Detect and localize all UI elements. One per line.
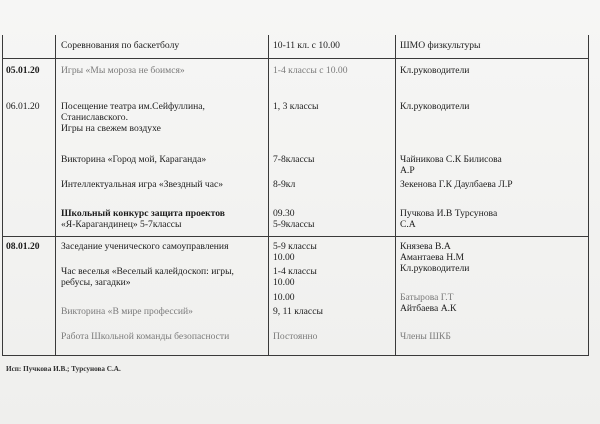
responsible-cell: Зекенова Г.К Даулбаева Л.Р — [400, 179, 513, 190]
column-divider — [268, 35, 269, 356]
event-quiz-karaganda: Викторина «Город мой, Караганда» — [61, 154, 207, 165]
responsible-cell: Кл.руководители — [400, 101, 470, 112]
event-theatre-cont: Станиславского. — [61, 112, 129, 123]
classes-cell: 1, 3 классы — [273, 101, 319, 112]
date-cell: 05.01.20 — [6, 65, 40, 76]
responsible-cell: Амантаева Н.М — [400, 252, 465, 263]
event-project-contest-cont: «Я-Карагандинец» 5-7классы — [61, 219, 182, 230]
column-divider — [55, 35, 56, 356]
responsible-cell: Члены ШКБ — [400, 331, 451, 342]
event-theatre: Посещение театра им.Сейфуллина, — [61, 101, 205, 112]
event-basketball: Соревнования по баскетболу — [61, 40, 180, 51]
classes-cell: 10.00 — [273, 277, 295, 288]
event-fun-hour-cont: ребусы, загадки» — [61, 277, 131, 288]
row-divider — [2, 58, 589, 59]
responsible-cell: Кл.руководители — [400, 65, 470, 76]
event-professions-quiz: Викторина «В мире профессий» — [61, 306, 193, 317]
date-cell: 08.01.20 — [6, 241, 40, 252]
classes-cell: 8-9кл — [273, 179, 296, 190]
classes-cell: 10.00 — [273, 292, 295, 303]
responsible-cell: ШМО физкультуры — [400, 40, 481, 51]
column-divider — [395, 35, 396, 356]
responsible-cell: С.А — [400, 219, 416, 230]
event-outdoor-games: Игры на свежем воздухе — [61, 123, 161, 134]
responsible-cell: А.Р — [400, 165, 415, 176]
responsible-cell: Айтбаева А.К — [400, 303, 457, 314]
classes-cell: 1-4 классы с 10.00 — [273, 65, 348, 76]
classes-cell: 5-9 классы — [273, 241, 317, 252]
classes-cell: 1-4 классы — [273, 266, 317, 277]
event-self-government: Заседание ученического самоуправления — [61, 241, 229, 252]
classes-cell: 9, 11 классы — [273, 306, 323, 317]
classes-cell: 10.00 — [273, 252, 295, 263]
event-star-hour: Интеллектуальная игра «Звездный час» — [61, 179, 224, 190]
classes-cell: 7-8классы — [273, 154, 315, 165]
responsible-cell: Пучкова И.В Турсунова — [400, 208, 498, 219]
classes-cell: Постоянно — [273, 331, 318, 342]
classes-cell: 10-11 кл. с 10.00 — [273, 40, 340, 51]
event-safety-team: Работа Школьной команды безопасности — [61, 331, 230, 342]
event-frost-games: Игры «Мы мороза не боимся» — [61, 65, 185, 76]
event-project-contest: Школьный конкурс защита проектов — [61, 208, 225, 219]
responsible-cell: Батырова Г.Т — [400, 292, 454, 303]
classes-cell: 09.30 — [273, 208, 295, 219]
event-fun-hour: Час веселья «Веселый калейдоскоп: игры, — [61, 266, 234, 277]
classes-cell: 5-9классы — [273, 219, 315, 230]
footer-note: Исп: Пучкова И.В.; Турсунова С.А. — [6, 365, 121, 373]
responsible-cell: Князева В.А — [400, 241, 451, 252]
responsible-cell: Чайникова С.К Билисова — [400, 154, 502, 165]
date-cell: 06.01.20 — [6, 101, 40, 112]
responsible-cell: Кл.руководители — [400, 263, 470, 274]
row-divider — [2, 236, 589, 237]
